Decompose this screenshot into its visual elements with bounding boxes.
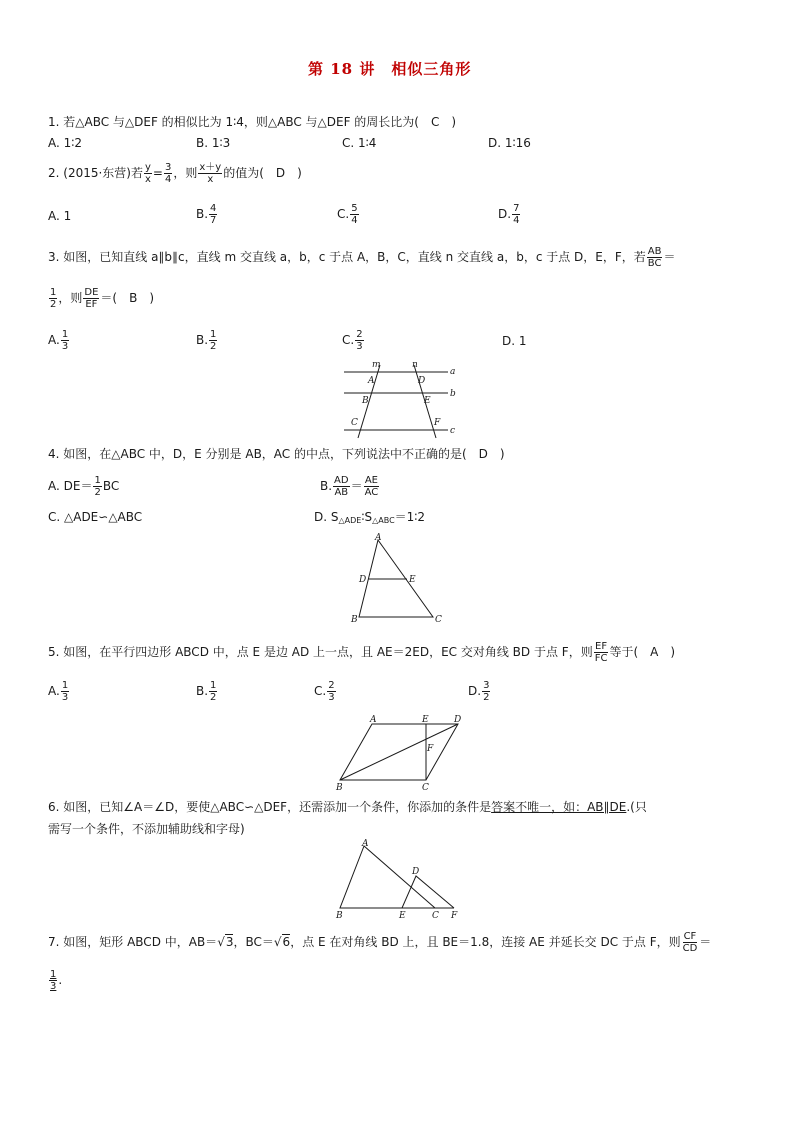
question-7-stem: 7. 如图，矩形 ABCD 中，AB＝√3，BC＝√6，点 E 在对角线 BD 上，且 BE＝1.8，连接 AE 并延长交 DC 于点 F，则 $\frac{CF}{CD}$ ＝	[48, 931, 712, 954]
q1-option-a: A. 1∶2	[48, 136, 83, 150]
q6-label-F: F	[451, 911, 458, 921]
q2-option-d: D. $\frac{7}{4}$	[498, 203, 520, 226]
q4-figure-triangle	[345, 532, 455, 627]
q3-label-E: E	[424, 396, 431, 406]
q5-label-E: E	[422, 715, 429, 725]
q3-label-F: F	[434, 418, 441, 428]
q4-label-C: C	[435, 615, 442, 625]
q4-option-c: C. △ADE∽△ABC	[48, 510, 143, 524]
q5-label-C: C	[422, 783, 429, 793]
q5-option-a: A. $\frac{1}{3}$	[48, 680, 69, 703]
q5-figure-parallelogram	[330, 714, 470, 794]
q2-option-a: A. 1	[48, 209, 72, 223]
q4-label-A: A	[375, 533, 382, 543]
q6-figure-triangles	[330, 838, 470, 921]
q1-option-c: C. 1∶4	[342, 136, 377, 150]
q7-answer-fraction: $\frac{1}{3}$	[50, 969, 57, 992]
q4-option-b: B. $\frac{AD}{AB}$ ＝ $\frac{AE}{AC}$	[320, 475, 379, 498]
q2-prefix: 2. (2015·东营)若	[48, 166, 143, 180]
question-6-stem: 6. 如图，已知∠A＝∠D，要使△ABC∽△DEF，还需添加一个条件，你添加的条件是答案不唯一，如：AB∥DE.(只	[48, 800, 647, 814]
page-title: 第 18 讲 相似三角形	[308, 60, 472, 78]
q3-label-a: a	[450, 367, 456, 377]
q4-label-E: E	[409, 575, 416, 585]
q6-label-B: B	[336, 911, 343, 921]
q7-sqrt-6: √6	[273, 935, 291, 949]
q1-option-b: B. 1∶3	[196, 136, 231, 150]
q4-option-a: A. DE＝ $\frac{1}{2}$ BC	[48, 475, 120, 498]
q6-label-A: A	[362, 839, 369, 849]
q5-option-d: D. $\frac{3}{2}$	[468, 680, 490, 703]
q3-option-b: B. $\frac{1}{2}$	[196, 329, 217, 352]
q3-label-A: A	[368, 376, 375, 386]
question-6-stem-line2: 需写一个条件，不添加辅助线和字母)	[48, 822, 245, 836]
q5-option-b: B. $\frac{1}{2}$	[196, 680, 217, 703]
q5-label-D: D	[454, 715, 462, 725]
q4-label-D: D	[359, 575, 367, 585]
question-4-stem: 4. 如图，在△ABC 中，D，E 分别是 AB，AC 的中点，下列说法中不正确的是( D )	[48, 447, 505, 461]
q5-label-F: F	[427, 744, 434, 754]
q1-option-d: D. 1∶16	[488, 136, 531, 150]
question-2-stem: 2. (2015·东营)若 $\frac{y}{x}$ = $\frac{3}{4}$ ，则 $\frac{x+y}{x}$ 的值为( D )	[48, 162, 302, 185]
q6-label-C: C	[432, 911, 439, 921]
question-3-stem-line2: $\frac{1}{2}$ ，则 $\frac{DE}{EF}$ ＝( B )	[50, 287, 155, 310]
q3-figure-parallel-lines	[338, 360, 458, 440]
q3-label-C: C	[351, 418, 358, 428]
question-7-answer: $\frac{1}{3}$ .	[50, 969, 63, 992]
q3-label-D: D	[418, 376, 426, 386]
q2-option-c: C. $\frac{5}{4}$	[337, 203, 358, 226]
q2-option-b: B. $\frac{4}{7}$	[196, 203, 217, 226]
q4-label-B: B	[351, 615, 358, 625]
question-1-stem: 1. 若△ABC 与△DEF 的相似比为 1∶4，则△ABC 与△DEF 的周长比为( C )	[48, 115, 457, 129]
q2-fraction-y-x: $\frac{y}{x}$	[144, 162, 151, 185]
q6-answer: 答案不唯一，如：AB∥DE	[491, 800, 627, 814]
question-3-stem: 3. 如图，已知直线 a∥b∥c，直线 m 交直线 a，b，c 于点 A，B，C，直线 n 交直线 a，b，c 于点 D，E，F，若 $\frac{AB}{BC}$ ＝	[48, 246, 676, 269]
q7-sqrt-3: √3	[217, 935, 234, 949]
q3-label-B: B	[362, 396, 369, 406]
question-5-stem: 5. 如图，在平行四边形 ABCD 中，点 E 是边 AD 上一点，且 AE＝2ED，EC 交对角线 BD 于点 F，则 $\frac{EF}{FC}$ 等于( A )	[48, 641, 676, 664]
q3-label-c: c	[450, 426, 456, 436]
q3-label-b: b	[450, 389, 456, 399]
q5-label-A: A	[370, 715, 377, 725]
q3-option-d: D. 1	[502, 334, 527, 348]
q5-label-B: B	[336, 783, 343, 793]
q3-fraction-ab-bc: $\frac{AB}{BC}$	[647, 246, 662, 269]
q3-option-c: C. $\frac{2}{3}$	[342, 329, 363, 352]
q6-label-E: E	[399, 911, 406, 921]
q5-option-c: C. $\frac{2}{3}$	[314, 680, 335, 703]
q5-fraction-ef-fc: $\frac{EF}{FC}$	[594, 641, 608, 664]
q3-label-n: n	[412, 360, 418, 370]
q3-option-a: A. $\frac{1}{3}$	[48, 329, 69, 352]
q2-fraction-3-4: $\frac{3}{4}$	[164, 162, 172, 185]
q2-fraction-xy-x: $\frac{x+y}{x}$	[199, 162, 222, 185]
q6-label-D: D	[412, 867, 420, 877]
q4-option-d: D. $S_{\triangle ADE}∶S_{\triangle ABC}=1∶2$	[314, 510, 426, 525]
q7-fraction-cf-cd: $\frac{CF}{CD}$	[682, 931, 698, 954]
q3-label-m: m	[372, 360, 381, 370]
